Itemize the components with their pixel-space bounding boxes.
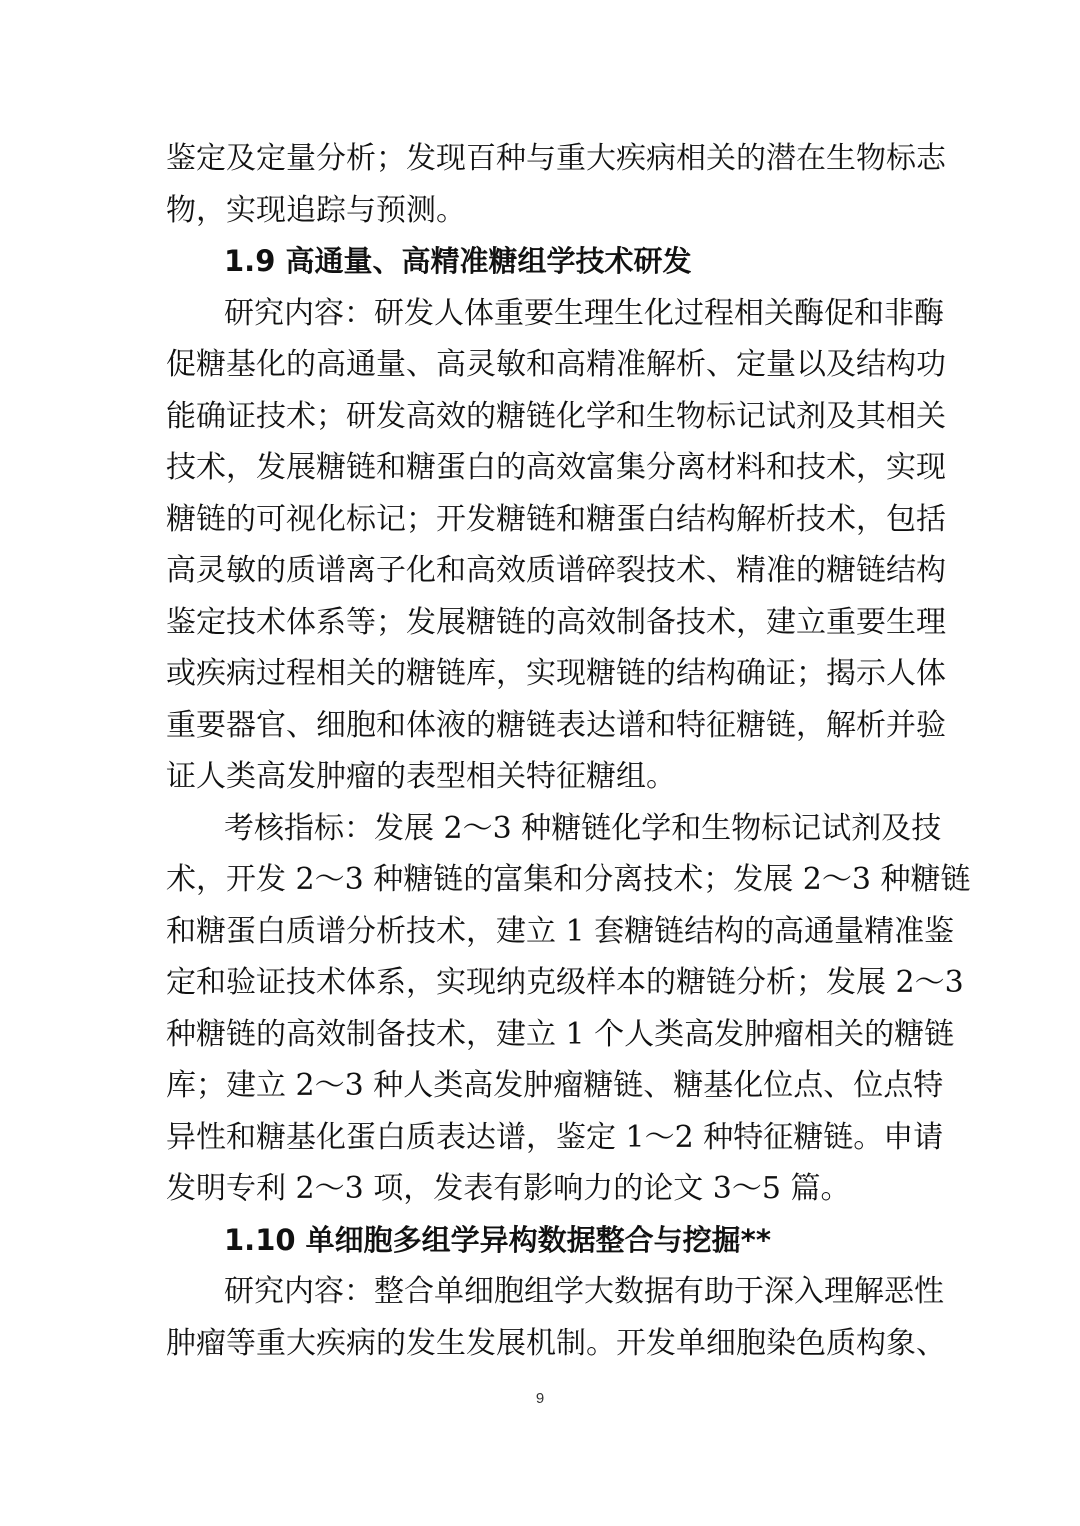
text-line: 种糖链的高效制备技术，建立 1 个人类高发肿瘤相关的糖链 bbox=[166, 1016, 955, 1052]
text-line: 异性和糖基化蛋白质表达谱，鉴定 1～2 种特征糖链。申请 bbox=[166, 1119, 944, 1155]
text-line: 研究内容：研发人体重要生理生化过程相关酶促和非酶 bbox=[224, 295, 944, 331]
text-line: 糖链的可视化标记；开发糖链和糖蛋白结构解析技术，包括 bbox=[166, 501, 946, 537]
text-line: 研究内容：整合单细胞组学大数据有助于深入理解恶性 bbox=[224, 1274, 944, 1309]
text-line: 技术，发展糖链和糖蛋白的高效富集分离材料和技术，实现 bbox=[166, 450, 946, 485]
body-text bbox=[166, 133, 971, 1369]
text-line: 重要器官、细胞和体液的糖链表达谱和特征糖链，解析并验 bbox=[166, 707, 946, 743]
text-line: 能确证技术；研发高效的糖链化学和生物标记试剂及其相关 bbox=[166, 398, 946, 434]
section-heading-1-10: 1.10 单细胞多组学异构数据整合与挖掘** bbox=[224, 1222, 771, 1257]
text-line: 发明专利 2～3 项，发表有影响力的论文 3～5 篇。 bbox=[166, 1171, 851, 1206]
text-line: 促糖基化的高通量、高灵敏和高精准解析、定量以及结构功 bbox=[166, 347, 946, 382]
text-line: 证人类高发肿瘤的表型相关特征糖组。 bbox=[166, 759, 676, 794]
text-line: 定和验证技术体系，实现纳克级样本的糖链分析；发展 2～3 bbox=[166, 965, 964, 1000]
text-line: 鉴定技术体系等；发展糖链的高效制备技术，建立重要生理 bbox=[166, 604, 946, 640]
text-line: 库；建立 2～3 种人类高发肿瘤糖链、糖基化位点、位点特 bbox=[166, 1068, 944, 1103]
text-line: 高灵敏的质谱离子化和高效质谱碎裂技术、精准的糖链结构 bbox=[166, 553, 946, 588]
text-line: 和糖蛋白质谱分析技术，建立 1 套糖链结构的高通量精准鉴 bbox=[166, 913, 955, 949]
text-line: 考核指标：发展 2～3 种糖链化学和生物标记试剂及技 bbox=[224, 810, 942, 846]
text-line: 术，开发 2～3 种糖链的富集和分离技术；发展 2～3 种糖链 bbox=[166, 862, 971, 897]
text-line: 或疾病过程相关的糖链库，实现糖链的结构确证；揭示人体 bbox=[166, 656, 946, 691]
text-line: 鉴定及定量分析；发现百种与重大疾病相关的潜在生物标志 bbox=[166, 141, 946, 176]
section-heading-1-9: 1.9 高通量、高精准糖组学技术研发 bbox=[224, 244, 692, 278]
page-number: 9 bbox=[535, 1390, 545, 1407]
text-line: 肿瘤等重大疾病的发生发展机制。开发单细胞染色质构象、 bbox=[166, 1325, 946, 1361]
text-line: 物，实现追踪与预测。 bbox=[166, 192, 466, 228]
